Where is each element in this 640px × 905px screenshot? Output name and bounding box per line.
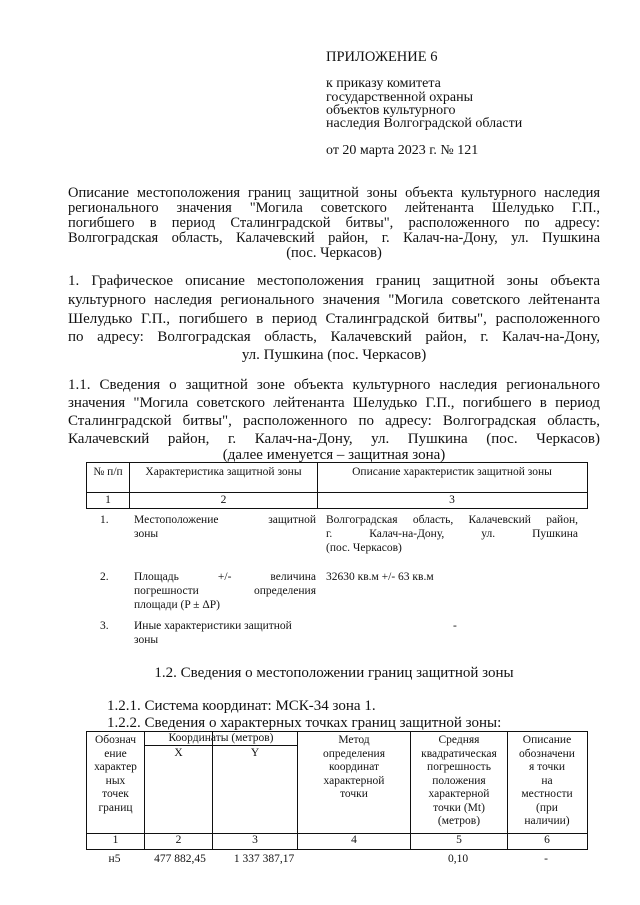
table2-row1-desc: - — [544, 853, 548, 865]
title-line-3: погибшего в период Сталинградской битвы", расположенного по адресу: — [68, 215, 600, 231]
table1-row3-desc: - — [453, 620, 457, 632]
table1-head-characteristic: Характеристика защитной зоны — [145, 466, 302, 478]
table2-colnum-2: 2 — [175, 834, 182, 846]
appendix-title: ПРИЛОЖЕНИЕ 6 — [326, 49, 438, 65]
table2-head-coords: Координаты (метров) — [168, 732, 274, 744]
order-line-3: объектов культурного — [326, 103, 456, 118]
table2-row1-y: 1 337 387,17 — [233, 853, 295, 865]
table2-header — [86, 731, 588, 850]
table1-head-num: № п/п — [93, 466, 123, 478]
table1-row2-desc: 32630 кв.м +/- 63 кв.м — [326, 571, 434, 583]
table1-row1-desc-line1: Волгоградская область, Калачевский район, — [326, 514, 578, 526]
section122-text: 1.2.2. Сведения о характерных точках границ защитной зоны: — [107, 715, 502, 731]
title-line-1: Описание местоположения границ защитной зоны объекта культурного наследия — [68, 185, 600, 201]
table1-row1-desc-line2: г. Калач-на-Дону, ул. Пушкина — [326, 528, 578, 540]
title-line-2: регионального значения "Могила советского лейтенанта Шелудько Г.П., — [68, 200, 600, 216]
table1-row1-name-line2: зоны — [134, 528, 159, 540]
section11-line-5: (далее именуется – защитная зона) — [222, 447, 446, 463]
table1-row3-name-line1: Иные характеристики защитной — [134, 620, 292, 632]
table1-row3-name-line2: зоны — [134, 634, 159, 646]
table2-colnum-3: 3 — [252, 834, 258, 846]
table1-row1-desc-line3: (пос. Черкасов) — [326, 542, 402, 554]
section12-title: 1.2. Сведения о местоположении границ защитной зоны — [154, 665, 514, 681]
table1-colnum-2: 2 — [220, 494, 227, 506]
table2-head-x: X — [174, 747, 183, 759]
table1-row2-name-line2: погрешности определения — [134, 585, 316, 597]
section11-line-1: 1.1. Сведения о защитной зоне объекта культурного наследия регионального — [68, 377, 600, 393]
table1-row2-num: 2. — [100, 571, 109, 583]
table1-head-description: Описание характеристик защитной зоны — [352, 466, 552, 478]
table2-head-error: Средняя квадратическая погрешность положения характерной точки (Mt) (метров) — [421, 734, 497, 827]
table2-row1-error: 0,10 — [447, 853, 469, 865]
table1-row2-name-line1: Площадь +/- величина — [134, 571, 316, 583]
section1-line-3: Шелудько Г.П., погибшего в период Сталинградской битвы", расположенного — [68, 311, 600, 327]
table2-head-point-col: Обознач ение характер ных точек границ — [94, 734, 137, 814]
table2-head-y: Y — [250, 747, 260, 759]
table2-colnum-1: 1 — [112, 834, 119, 846]
order-line-4: наследия Волгоградской области — [326, 116, 523, 131]
table1-row2-name-line3: площади (P ± ΔP) — [134, 599, 220, 611]
table2-colnum-4: 4 — [351, 834, 357, 846]
section11-line-3: Сталинградской битвы", расположенного по адресу: Волгоградская область, — [68, 413, 600, 429]
section1-line-5: ул. Пушкина (пос. Черкасов) — [241, 347, 427, 363]
title-line-4: Волгоградская область, Калачевский район, г. Калач-на-Дону, ул. Пушкина — [68, 230, 600, 246]
table2-head-description: Описание обозначени я точки на местности (при наличии) — [519, 734, 575, 827]
table2-row1-id: н5 — [108, 853, 121, 865]
section1-line-4: по адресу: Волгоградская область, Калачевский район, г. Калач-на-Дону, — [68, 329, 600, 345]
table1-row3-num: 3. — [100, 620, 109, 632]
order-date: от 20 марта 2023 г. № 121 — [326, 143, 479, 158]
section11-line-4: Калачевский район, г. Калач-на-Дону, ул. Пушкина (пос. Черкасов) — [68, 431, 600, 447]
table1-colnum-1: 1 — [105, 494, 111, 506]
section1-line-2: культурного наследия регионального значения "Могила советского лейтенанта — [68, 292, 600, 308]
table1-colnum-3: 3 — [449, 494, 455, 506]
section121-text: 1.2.1. Система координат: МСК-34 зона 1. — [107, 698, 376, 714]
section11-line-2: значения "Могила советского лейтенанта Шелудько Г.П., погибшего в период — [68, 395, 600, 411]
table1-row1-num: 1. — [100, 514, 109, 526]
table2-head-method: Метод определения координат характерной точки — [322, 734, 385, 800]
table2-colnum-6: 6 — [544, 834, 550, 846]
table2-colnum-5: 5 — [456, 834, 462, 846]
section1-line-1: 1. Графическое описание местоположения границ защитной зоны объекта — [68, 273, 600, 289]
table2-row1-x: 477 882,45 — [154, 853, 206, 865]
table1-row1-name-line1: Местоположение защитной — [134, 514, 316, 526]
order-line-1: к приказу комитета — [326, 76, 441, 91]
table1-header — [86, 462, 588, 509]
title-line-5: (пос. Черкасов) — [286, 245, 382, 261]
order-line-2: государственной охраны — [326, 90, 474, 105]
